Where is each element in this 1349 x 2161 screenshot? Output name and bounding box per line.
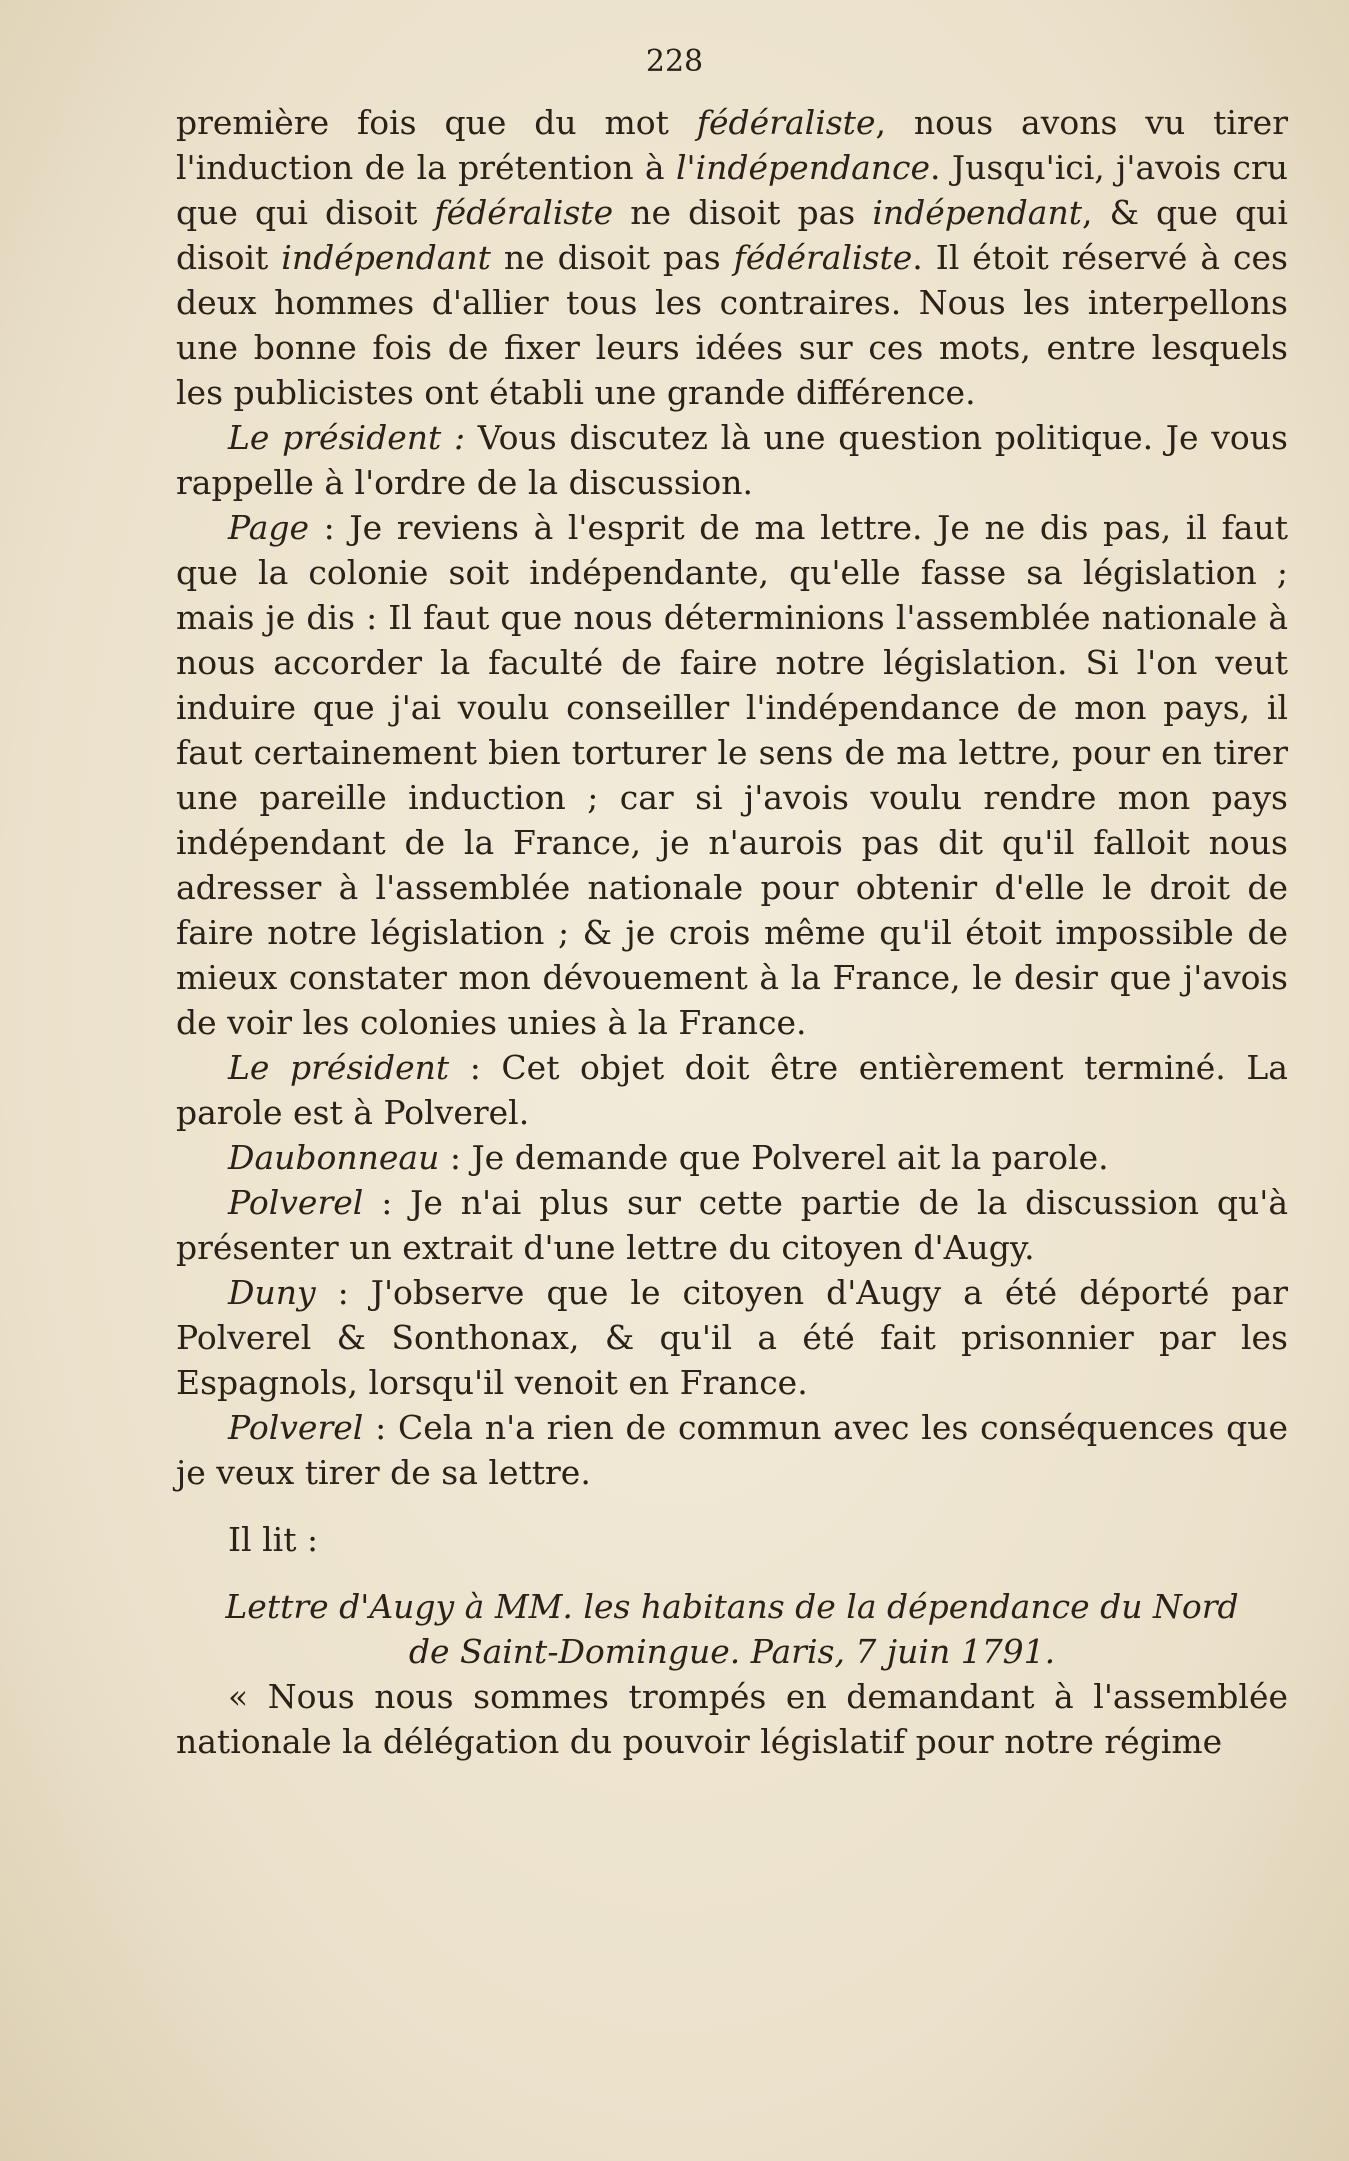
- paragraph-duny: Duny : J'observe que le citoyen d'Augy a été déporté par Polverel & Sonthonax, & qu'il a été fait prisonnier par les Espagnols, lorsqu'il venoit en France.: [176, 1273, 1288, 1402]
- paragraph-president-1: Le président : Vous discutez là une question politique. Je vous rappelle à l'ordre de la discussion.: [176, 418, 1288, 502]
- speaker-name: Polverel: [228, 1408, 364, 1447]
- italic-term: indépendant: [281, 238, 491, 277]
- page-number: 228: [645, 44, 704, 79]
- speaker-name: Daubonneau: [228, 1138, 440, 1177]
- speaker-name: Polverel: [228, 1183, 364, 1222]
- paragraph-daubonneau: Daubonneau : Je demande que Polverel ait la parole.: [228, 1138, 1109, 1177]
- speaker-name: Duny: [228, 1273, 316, 1312]
- spacer: [176, 1495, 1288, 1517]
- italic-term: l'indépendance: [675, 148, 931, 187]
- paragraph-letter-start: « Nous nous sommes trompés en demandant à l'assemblée nationale la délégation du pouvoir législatif pour notre régime: [176, 1677, 1288, 1761]
- italic-term: indépendant: [872, 193, 1082, 232]
- paragraph-page: Page : Je reviens à l'esprit de ma lettre. Je ne dis pas, il faut que la colonie soit indépendante, qu'elle fasse sa législation ; mais je dis : Il faut que nous déterminions l'assemblée nationale à nous accorder la faculté de faire notre législation. Si l'on veut induire que j'ai voulu conseiller l'indépendance de mon pays, il faut certainement bien torturer le sens de ma lettre, pour en tirer une pareille induction ; car si j'avois voulu rendre mon pays indépendant de la France, je n'aurois pas dit qu'il falloit nous adresser à l'assemblée nationale pour obtenir d'elle le droit de faire notre législation ; & je crois même qu'il étoit impossible de mieux constater mon dévouement à la France, le desir que j'avois de voir les colonies unies à la France.: [176, 508, 1288, 1042]
- speaker-name: Le président :: [228, 418, 466, 457]
- page-text: [176, 100, 1288, 1764]
- paragraph-president-2: Le président : Cet objet doit être entièrement terminé. La parole est à Polverel.: [176, 1048, 1288, 1132]
- letter-title-line-1: Lettre d'Augy à MM. les habitans de la dépendance du Nord: [225, 1587, 1239, 1626]
- paragraph-polverel-2: Polverel : Cela n'a rien de commun avec les conséquences que je veux tirer de sa lettre.: [176, 1408, 1288, 1492]
- italic-term: fédéraliste: [696, 103, 876, 142]
- letter-title: [176, 1584, 1288, 1674]
- paragraph-il-lit: Il lit :: [228, 1520, 319, 1559]
- letter-title-line-2: de Saint-Domingue. Paris, 7 juin 1791.: [408, 1632, 1056, 1671]
- italic-term: fédéraliste: [733, 238, 913, 277]
- spacer: [176, 1562, 1288, 1584]
- italic-term: fédéraliste: [434, 193, 614, 232]
- paragraph-1: première fois que du mot fédéraliste, nous avons vu tirer l'induction de la prétention à l'indépendance. Jusqu'ici, j'avois cru que qui disoit fédéraliste ne disoit pas indépendant, & que qui disoit indépendant ne disoit pas fédéraliste. Il étoit réservé à ces deux hommes d'allier tous les contraires. Nous les interpellons une bonne fois de fixer leurs idées sur ces mots, entre lesquels les publicistes ont établi une grande différence.: [176, 103, 1288, 412]
- speaker-name: Page: [228, 508, 310, 547]
- speaker-name: Le président: [228, 1048, 450, 1087]
- paragraph-polverel-1: Polverel : Je n'ai plus sur cette partie de la discussion qu'à présenter un extrait d'une lettre du citoyen d'Augy.: [176, 1183, 1288, 1267]
